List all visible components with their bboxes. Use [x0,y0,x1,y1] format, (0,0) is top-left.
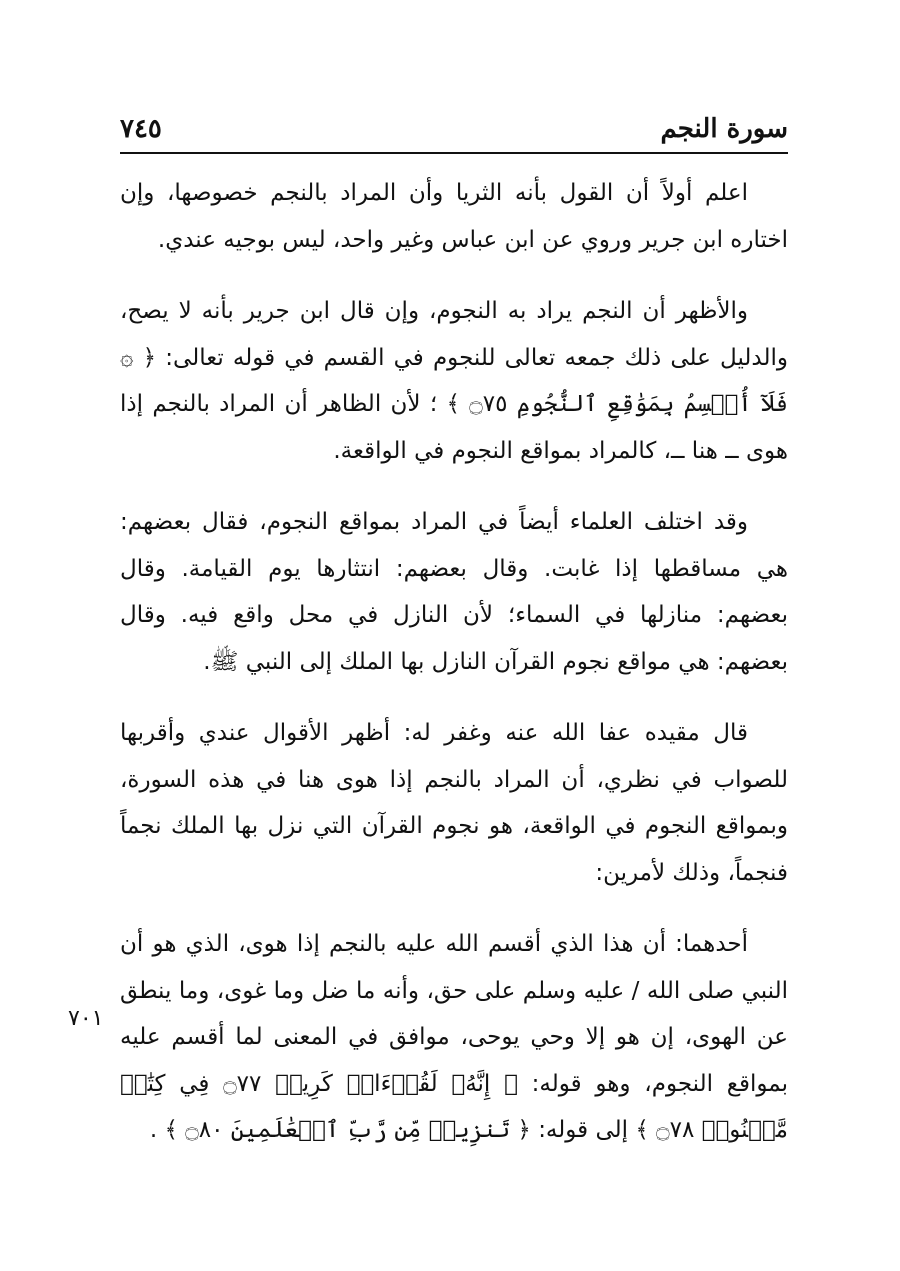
paragraph-2 [120,288,788,474]
quran-verse: ﴿ ۞ فَلَآ أُقۡسِمُ بِمَوَٰقِعِ ٱلنُّجُومِ ۝٧٥ ﴾ [120,344,788,417]
paragraph-5 [120,921,788,1154]
paragraph-text: وقد اختلف العلماء أيضاً في المراد بمواقع النجوم، فقال بعضهم: هي مساقطها إذا غابت. وقال بعضهم: انتثارها يوم القيامة. وقال بعضهم: منازلها في السماء؛ لأن النازل في محل واقع فيه. وقال بعضهم: هي مواقع نجوم القرآن النازل بها الملك إلى النبي ﷺ. [120,509,788,675]
paragraph-4 [120,710,788,896]
paragraph-text: أحدهما: أن هذا الذي أقسم الله عليه بالنجم إذا هوى، الذي هو أن النبي صلى الله / عليه وسلم على حق، وأنه ما ضل وما غوى، وما ينطق عن الهوى، إن هو إلا وحي يوحى، موافق في المعنى لما أقسم عليه بمواقع النجوم، وهو قوله: [120,931,788,1097]
header-rule [120,152,788,154]
paragraph-text: . [149,1117,158,1143]
paragraph-text: ؛ لأن الظاهر أن المراد بالنجم إذا هوى ــ هنا ــ، كالمراد بمواقع النجوم في الواقعة. [120,391,788,464]
paragraph-text: إلى قوله: [538,1117,629,1143]
page-body [120,170,788,1179]
page-number: ٧٤٥ [120,114,162,144]
paragraph-text: قال مقيده عفا الله عنه وغفر له: أظهر الأقوال عندي وأقربها للصواب في نظري، أن المراد بالنجم إذا هوى هنا في هذه السورة، وبمواقع النجوم في الواقعة، هو نجوم القرآن التي نزل بها الملك نجماً فنجماً، وذلك لأمرين: [120,720,788,886]
paragraph-1 [120,170,788,263]
paragraph-text: والأظهر أن النجم يراد به النجوم، وإن قال ابن جرير بأنه لا يصح، والدليل على ذلك جمعه تعالى للنجوم في القسم في قوله تعالى: [120,298,789,371]
page-header [120,108,788,154]
quran-verse: ﴿ إِنَّهُۥ لَقُرۡءَانٞ كَرِيمٞ ۝٧٧ فِي كِتَٰبٖ مَّكۡنُونٖ ۝٧٨ ﴾ [120,1070,788,1143]
paragraph-text: اعلم أولاً أن القول بأنه الثريا وأن المراد بالنجم خصوصها، وإن اختاره ابن جرير وروي عن ابن عباس وغير واحد، ليس بوجيه عندي. [120,180,788,253]
paragraph-3 [120,499,788,685]
margin-page-marker: ٧٠١ [68,1006,104,1031]
surah-title: سورة النجم [660,114,788,144]
quran-verse: ﴿ تَنزِيلٞ مِّن رَّبِّ ٱلۡعَٰلَمِينَ ۝٨٠ ﴾ [164,1117,531,1143]
